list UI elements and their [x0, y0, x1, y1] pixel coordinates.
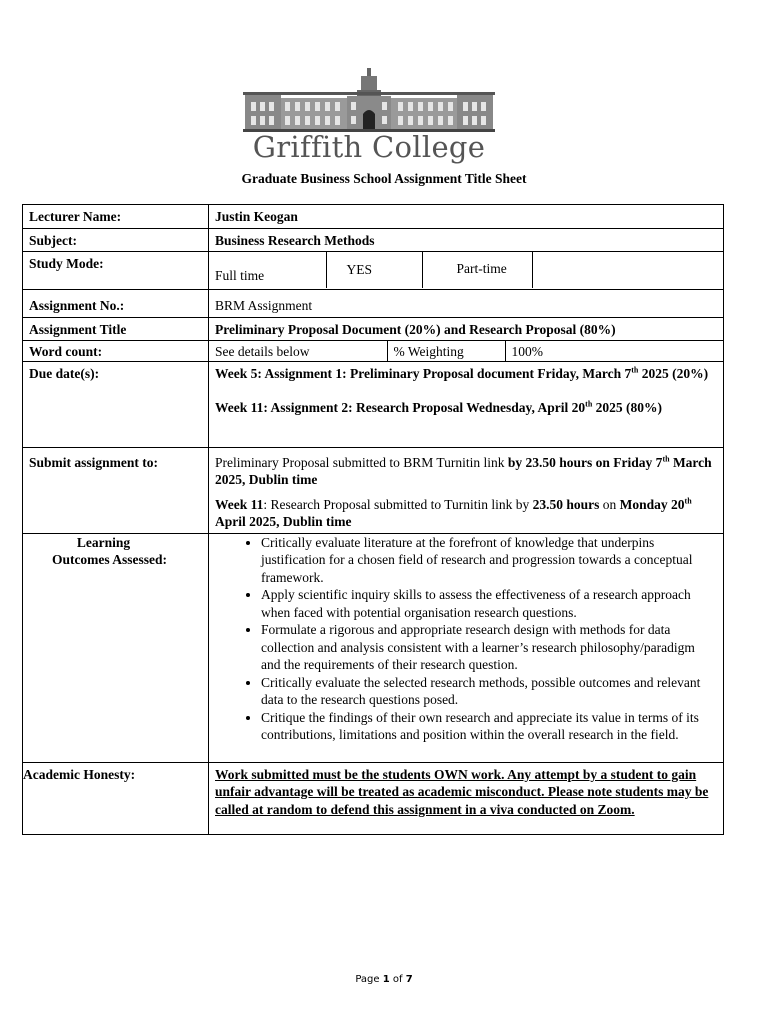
word-count-details — [209, 341, 723, 361]
submit-instruction-1: Preliminary Proposal submitted to BRM Turnitin link by 23.50 hours on Friday 7th March 2025, Dublin time — [215, 454, 712, 487]
assignment-info-table — [22, 204, 724, 835]
learning-outcomes-list-cell — [209, 533, 724, 762]
row-academic-honesty — [23, 762, 724, 834]
list-item: • Critically evaluate literature at the forefront of knowledge that underpins justification for a chosen field of research and progression towards a conceptual framework. — [261, 534, 717, 587]
full-time-value: YES — [326, 252, 422, 288]
study-mode-label: Study Mode: — [23, 252, 209, 290]
row-due-dates — [23, 361, 724, 447]
lecturer-value: Justin Keogan — [209, 205, 724, 229]
row-study-mode — [23, 252, 724, 290]
submit-instruction-2: Week 11: Research Proposal submitted to Turnitin link by 23.50 hours on Monday 20th April 2025, Dublin time — [215, 496, 692, 529]
learning-outcomes-list — [215, 534, 717, 744]
study-mode-options — [209, 252, 723, 288]
current-page-number: 1 — [382, 974, 390, 985]
list-item: • Critique the findings of their own research and appreciate its value in terms of its contributions, limitations and position within the overall research in the field. — [261, 709, 717, 744]
study-mode-cell — [209, 252, 724, 290]
college-building-illustration — [243, 66, 495, 132]
weighting-label: % Weighting — [387, 341, 505, 361]
college-logo — [243, 66, 495, 166]
weighting-value: 100% — [511, 344, 543, 359]
subject-label: Subject: — [23, 228, 209, 252]
row-submit — [23, 447, 724, 533]
row-lecturer — [23, 205, 724, 229]
academic-honesty-label: Academic Honesty: — [23, 762, 209, 834]
row-assignment-no — [23, 290, 724, 318]
assignment-no-label: Assignment No.: — [23, 290, 209, 318]
row-assignment-title — [23, 317, 724, 341]
row-word-count — [23, 341, 724, 362]
word-count-label: Word count: — [23, 341, 209, 362]
due-dates-label: Due date(s): — [23, 361, 209, 447]
list-item: • Formulate a rigorous and appropriate research design with methods for data collection and analysis consistent with a learner’s research philosophy/paradigm and the requirements of their research question. — [261, 621, 717, 674]
word-count-value: See details below — [209, 341, 387, 361]
submit-label: Submit assignment to: — [23, 447, 209, 533]
row-subject — [23, 228, 724, 252]
list-item: • Critically evaluate the selected research methods, possible outcomes and relevant data to the research questions posed. — [261, 674, 717, 709]
word-count-cell — [209, 341, 724, 362]
full-time-label: Full time — [209, 252, 326, 288]
college-logo-text: Griffith College — [252, 130, 486, 164]
due-date-assignment-1: Week 5: Assignment 1: Preliminary Proposal document Friday, March 7th 2025 (20%) — [215, 365, 709, 381]
assignment-title-value: Preliminary Proposal Document (20%) and Research Proposal (80%) — [209, 317, 724, 341]
lecturer-label: Lecturer Name: — [23, 205, 209, 229]
page-footer: Page 1 of 7 — [355, 974, 413, 985]
due-date-assignment-2: Week 11: Assignment 2: Research Proposal Wednesday, April 20th 2025 (80%) — [215, 399, 663, 415]
list-item: • Apply scientific inquiry skills to assess the effectiveness of a research approach when faced with potential organisation research questions. — [261, 586, 717, 621]
academic-honesty-value: Work submitted must be the students OWN work. Any attempt by a student to gain unfair advantage will be treated as academic misconduct. Please note students may be called at random to defend this assignment in a viva conducted on Zoom. — [209, 762, 724, 834]
assignment-no-value: BRM Assignment — [209, 290, 724, 318]
learning-outcomes-label: Learning Outcomes Assessed: — [23, 533, 209, 762]
part-time-value — [532, 252, 723, 288]
subject-value: Business Research Methods — [209, 228, 724, 252]
row-learning-outcomes — [23, 533, 724, 762]
submit-value — [209, 447, 724, 533]
assignment-title-label: Assignment Title — [23, 317, 209, 341]
due-dates-value — [209, 361, 724, 447]
part-time-label: Part-time — [422, 252, 532, 288]
sheet-title: Graduate Business School Assignment Title Sheet — [241, 171, 527, 186]
total-page-count: 7 — [405, 974, 413, 985]
